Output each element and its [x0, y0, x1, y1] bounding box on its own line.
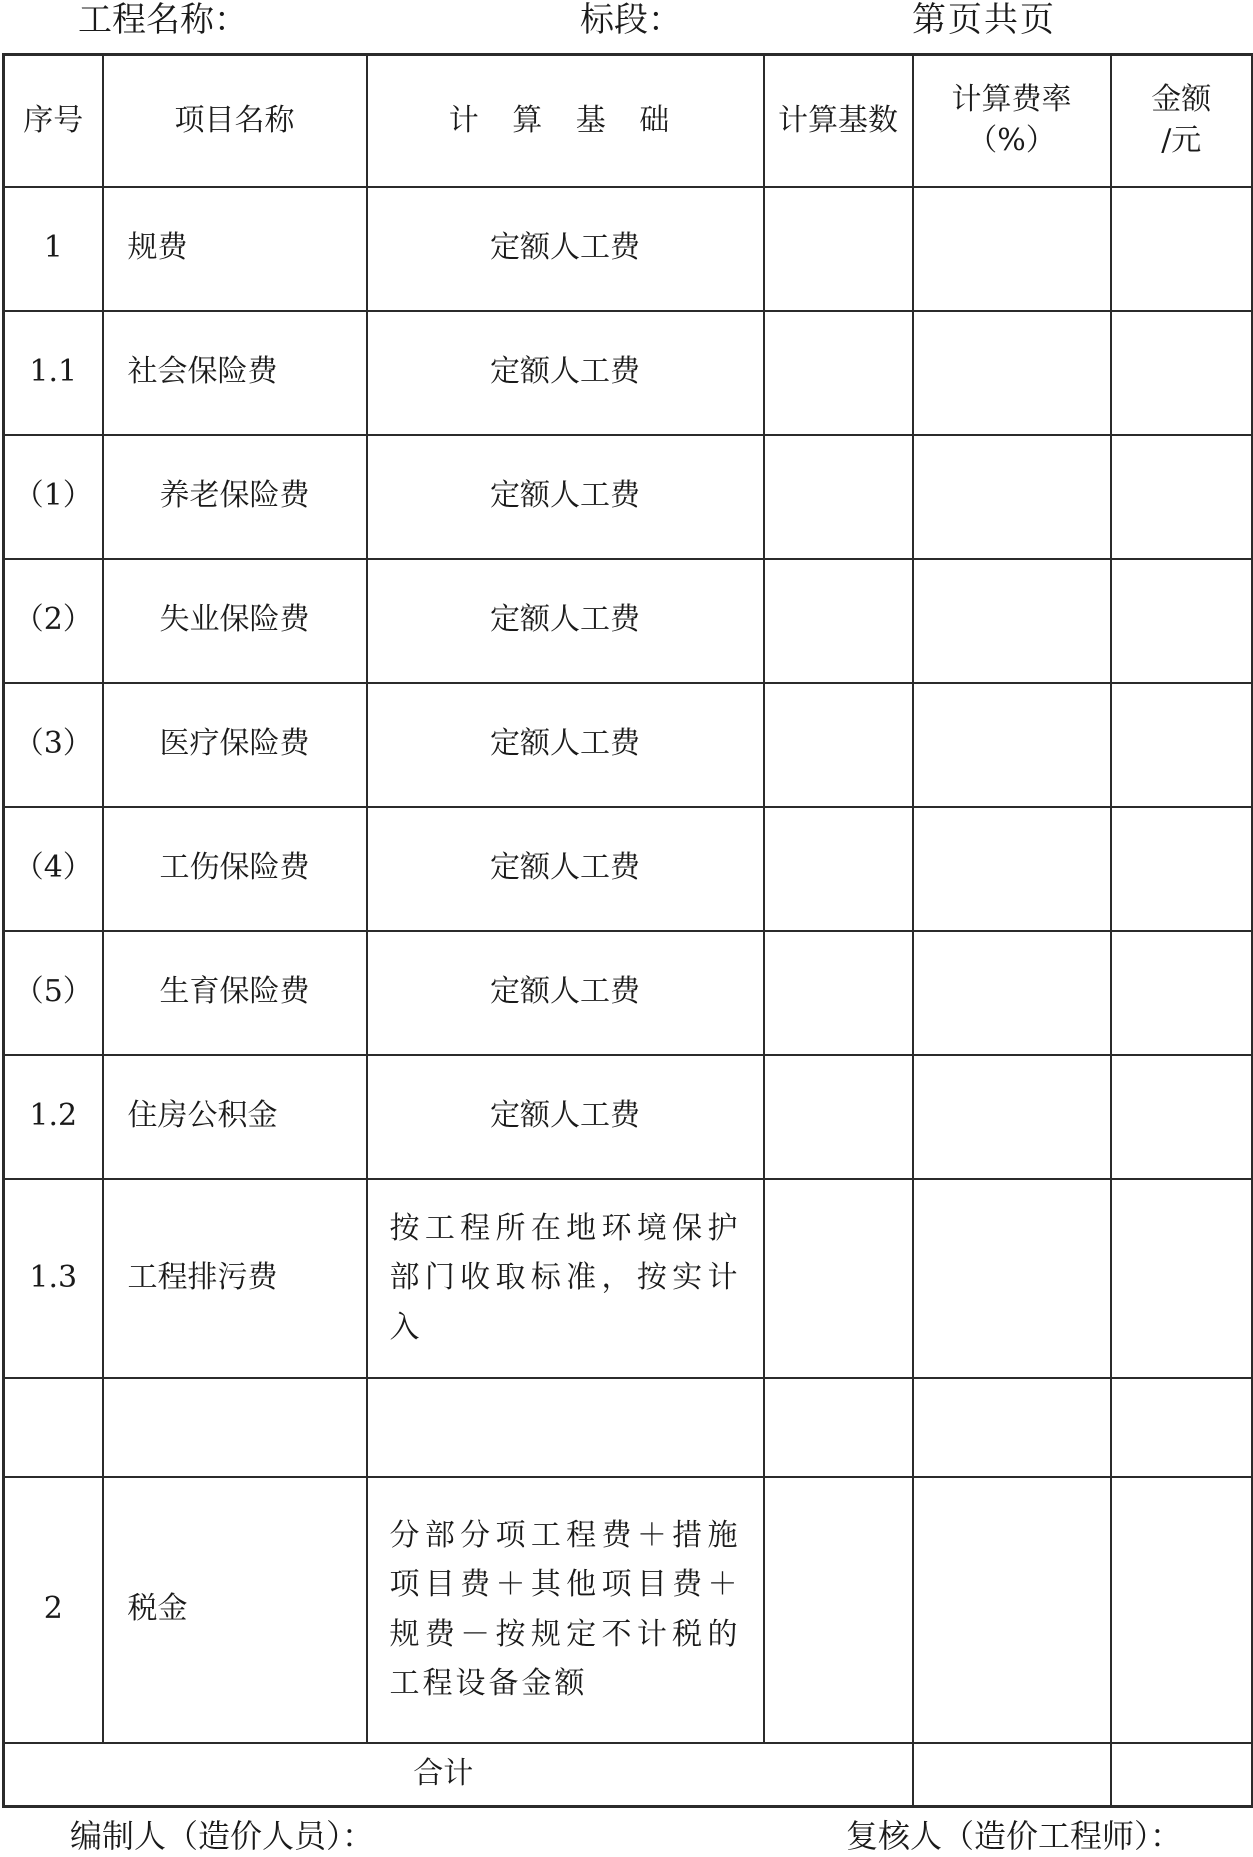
table-row — [4, 187, 1253, 311]
row-seq: 1.2 — [4, 1055, 103, 1179]
row-basis: 定额人工费 — [367, 807, 764, 931]
row-rate-cell[interactable] — [913, 1378, 1111, 1477]
row-basis: 定额人工费 — [367, 1055, 764, 1179]
row-rate-cell[interactable] — [913, 187, 1111, 311]
col-header-amount-line2: /元 — [1161, 122, 1202, 158]
col-header-rate — [913, 55, 1111, 187]
row-base-cell[interactable] — [764, 435, 913, 559]
row-amount-cell[interactable] — [1111, 1378, 1253, 1477]
compiler-label: 编制人（造价人员）： — [70, 1817, 375, 1855]
project-name-label: 工程名称： — [78, 0, 248, 40]
table-row — [4, 807, 1253, 931]
total-row — [4, 1743, 1253, 1807]
row-basis: 定额人工费 — [367, 931, 764, 1055]
total-rate-cell[interactable] — [913, 1743, 1111, 1807]
page-indicator — [912, 0, 1056, 40]
row-rate-cell[interactable] — [913, 807, 1111, 931]
row-rate-cell[interactable] — [913, 931, 1111, 1055]
table-header-row — [4, 55, 1253, 187]
row-basis: 分部分项工程费＋措施项目费＋其他项目费＋规费－按规定不计税的工程设备金额 — [367, 1477, 764, 1743]
table-row — [4, 311, 1253, 435]
row-basis: 按工程所在地环境保护部门收取标准，按实计入 — [367, 1179, 764, 1378]
row-seq: （4） — [4, 807, 103, 931]
row-amount-cell[interactable] — [1111, 1477, 1253, 1743]
row-basis: 定额人工费 — [367, 311, 764, 435]
table-row — [4, 1179, 1253, 1378]
row-seq: （3） — [4, 683, 103, 807]
row-name: 生育保险费 — [103, 931, 367, 1055]
section-label: 标段： — [580, 0, 682, 40]
row-rate-cell[interactable] — [913, 559, 1111, 683]
row-rate-cell[interactable] — [913, 1477, 1111, 1743]
row-rate-cell[interactable] — [913, 683, 1111, 807]
row-base-cell[interactable] — [764, 1179, 913, 1378]
table-row — [4, 683, 1253, 807]
col-header-base: 计算基数 — [764, 55, 913, 187]
row-rate-cell[interactable] — [913, 311, 1111, 435]
row-seq: （5） — [4, 931, 103, 1055]
row-amount-cell[interactable] — [1111, 435, 1253, 559]
table-row — [4, 1378, 1253, 1477]
total-label: 合计 — [4, 1743, 913, 1807]
total-amount-cell[interactable] — [1111, 1743, 1253, 1807]
col-header-amount — [1111, 55, 1253, 187]
reviewer-label: 复核人（造价工程师）： — [846, 1817, 1183, 1855]
col-header-rate-line2: （%） — [967, 122, 1056, 158]
col-header-seq: 序号 — [4, 55, 103, 187]
row-base-cell[interactable] — [764, 559, 913, 683]
row-seq: （1） — [4, 435, 103, 559]
row-basis: 定额人工费 — [367, 187, 764, 311]
row-seq: 2 — [4, 1477, 103, 1743]
row-seq: 1.1 — [4, 311, 103, 435]
row-basis: 定额人工费 — [367, 435, 764, 559]
row-name: 工伤保险费 — [103, 807, 367, 931]
row-base-cell[interactable] — [764, 931, 913, 1055]
table-row — [4, 559, 1253, 683]
row-seq: （2） — [4, 559, 103, 683]
row-rate-cell[interactable] — [913, 1055, 1111, 1179]
col-header-amount-line1: 金额 — [1151, 82, 1212, 118]
row-amount-cell[interactable] — [1111, 187, 1253, 311]
table-row — [4, 1477, 1253, 1743]
page-mid-1: 页 — [948, 0, 984, 40]
form-footer — [0, 1816, 1253, 1857]
page-mid-2: 共 — [984, 0, 1020, 40]
row-basis — [367, 1378, 764, 1477]
row-name: 规费 — [103, 187, 367, 311]
fee-table — [2, 53, 1253, 1808]
row-amount-cell[interactable] — [1111, 807, 1253, 931]
row-amount-cell[interactable] — [1111, 1055, 1253, 1179]
page-prefix: 第 — [912, 0, 948, 40]
row-seq — [4, 1378, 103, 1477]
row-name: 失业保险费 — [103, 559, 367, 683]
row-name: 社会保险费 — [103, 311, 367, 435]
row-name: 养老保险费 — [103, 435, 367, 559]
row-base-cell[interactable] — [764, 807, 913, 931]
row-base-cell[interactable] — [764, 187, 913, 311]
row-basis: 定额人工费 — [367, 559, 764, 683]
row-amount-cell[interactable] — [1111, 559, 1253, 683]
row-name — [103, 1378, 367, 1477]
row-name: 工程排污费 — [103, 1179, 367, 1378]
table-row — [4, 1055, 1253, 1179]
row-base-cell[interactable] — [764, 1477, 913, 1743]
table-row — [4, 435, 1253, 559]
row-seq: 1 — [4, 187, 103, 311]
row-rate-cell[interactable] — [913, 1179, 1111, 1378]
row-amount-cell[interactable] — [1111, 311, 1253, 435]
page-suffix: 页 — [1020, 0, 1056, 40]
form-header — [0, 0, 1253, 52]
row-base-cell[interactable] — [764, 1378, 913, 1477]
row-rate-cell[interactable] — [913, 435, 1111, 559]
row-name: 税金 — [103, 1477, 367, 1743]
row-base-cell[interactable] — [764, 683, 913, 807]
row-amount-cell[interactable] — [1111, 683, 1253, 807]
row-base-cell[interactable] — [764, 311, 913, 435]
col-header-name: 项目名称 — [103, 55, 367, 187]
row-name: 医疗保险费 — [103, 683, 367, 807]
row-basis: 定额人工费 — [367, 683, 764, 807]
table-row — [4, 931, 1253, 1055]
row-seq: 1.3 — [4, 1179, 103, 1378]
row-base-cell[interactable] — [764, 1055, 913, 1179]
row-amount-cell[interactable] — [1111, 931, 1253, 1055]
col-header-basis: 计 算 基 础 — [367, 55, 764, 187]
row-amount-cell[interactable] — [1111, 1179, 1253, 1378]
col-header-rate-line1: 计算费率 — [951, 82, 1072, 118]
row-name: 住房公积金 — [103, 1055, 367, 1179]
